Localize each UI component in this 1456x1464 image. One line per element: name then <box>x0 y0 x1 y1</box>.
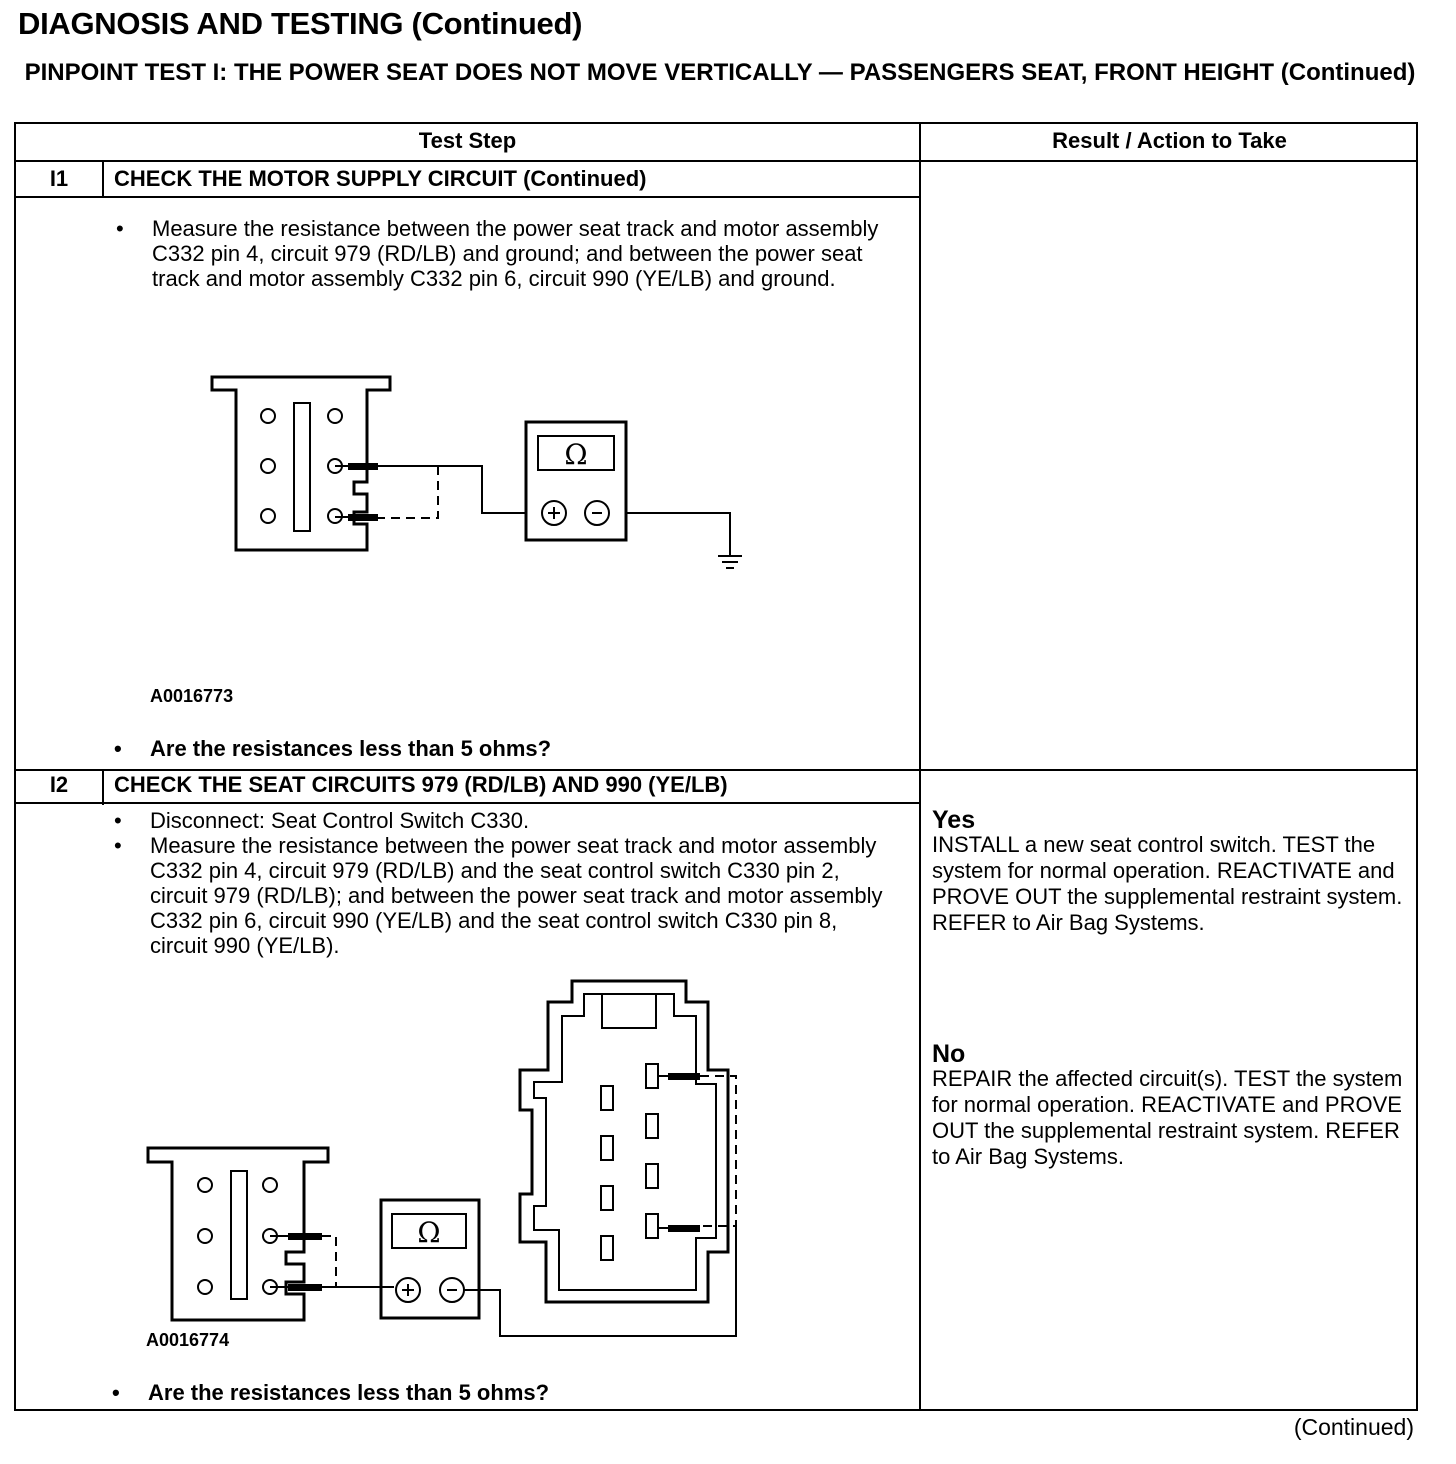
test-table <box>14 122 1418 1411</box>
socket-icon <box>601 1186 613 1210</box>
socket-icon <box>646 1214 658 1238</box>
result-no-label: No <box>932 1040 966 1068</box>
probe-icon <box>668 1225 700 1232</box>
step-i2-bullet-2-text: Measure the resistance between the power seat track and motor assembly C332 pin 4, circuit 979 (RD/LB) and the seat control switch C330 pin 2, circuit 979 (RD/LB); and between the power seat track and motor assembly C332 pin 6, circuit 990 (YE/LB) and the seat control switch C330 pin 8, circuit 990 (YE/LB). <box>150 833 883 958</box>
socket-icon <box>601 1086 613 1110</box>
result-no-text: REPAIR the affected circuit(s). TEST the system for normal operation. REACTIVATE and PROVE OUT the supplemental restraint system. REFER to Air Bag Systems. <box>932 1066 1403 1169</box>
step-i1-figure-id: A0016773 <box>150 686 234 706</box>
step-i2-bullet-1-text: Disconnect: Seat Control Switch C330. <box>150 808 530 833</box>
socket-icon <box>646 1114 658 1138</box>
result-yes-text: INSTALL a new seat control switch. TEST the system for normal operation. REACTIVATE and PROVE OUT the supplemental restraint system. REFER to Air Bag Systems. <box>932 832 1403 935</box>
header-test-step: Test Step <box>418 128 517 153</box>
step-i1-bullet-text: Measure the resistance between the power seat track and motor assembly C332 pin 4, circuit 979 (RD/LB) and ground; and between the power seat track and motor assembly C332 pin 6, circuit 990 (YE/LB) and ground. <box>152 216 879 291</box>
step-i2-figure-id: A0016774 <box>146 1330 230 1350</box>
socket-icon <box>646 1164 658 1188</box>
bullet-icon: • <box>112 1380 120 1405</box>
pinpoint-test-title: PINPOINT TEST I: THE POWER SEAT DOES NOT MOVE VERTICALLY — PASSENGERS SEAT, FRONT HEIGHT (Continued) <box>24 59 1416 86</box>
column-divider <box>919 124 921 1409</box>
bullet-icon: • <box>114 736 122 761</box>
step-i2-question <box>112 1380 550 1406</box>
continued-note: (Continued) <box>1293 1414 1414 1440</box>
step-i2-number: I2 <box>49 772 69 797</box>
step-i2-title: CHECK THE SEAT CIRCUITS 979 (RD/LB) AND 990 (YE/LB) <box>114 772 728 797</box>
probe-icon <box>288 1284 322 1291</box>
ohm-symbol: Ω <box>417 1216 441 1249</box>
pin-icon <box>198 1280 212 1294</box>
pin-icon <box>263 1178 277 1192</box>
bullet-icon: • <box>114 808 122 833</box>
probe-icon <box>668 1073 700 1080</box>
pin-icon <box>198 1178 212 1192</box>
step-i1-title: CHECK THE MOTOR SUPPLY CIRCUIT (Continued) <box>114 166 647 191</box>
step-i1-question-text: Are the resistances less than 5 ohms? <box>150 736 552 761</box>
pin-icon <box>198 1229 212 1243</box>
socket-icon <box>601 1236 613 1260</box>
step-i2-question-text: Are the resistances less than 5 ohms? <box>148 1380 550 1405</box>
connector-center-slot <box>231 1171 247 1299</box>
socket-icon <box>646 1064 658 1088</box>
socket-icon <box>601 1136 613 1160</box>
ohm-symbol: Ω <box>564 438 588 471</box>
result-yes-label: Yes <box>932 806 976 834</box>
bullet-icon: • <box>116 216 124 241</box>
bullet-icon: • <box>114 833 122 858</box>
figure-a0016774 <box>16 124 919 1413</box>
step-i1-number: I1 <box>49 166 69 191</box>
page-title: DIAGNOSIS AND TESTING (Continued) <box>18 6 583 41</box>
probe-icon <box>288 1233 322 1240</box>
header-result: Result / Action to Take <box>1052 128 1287 153</box>
